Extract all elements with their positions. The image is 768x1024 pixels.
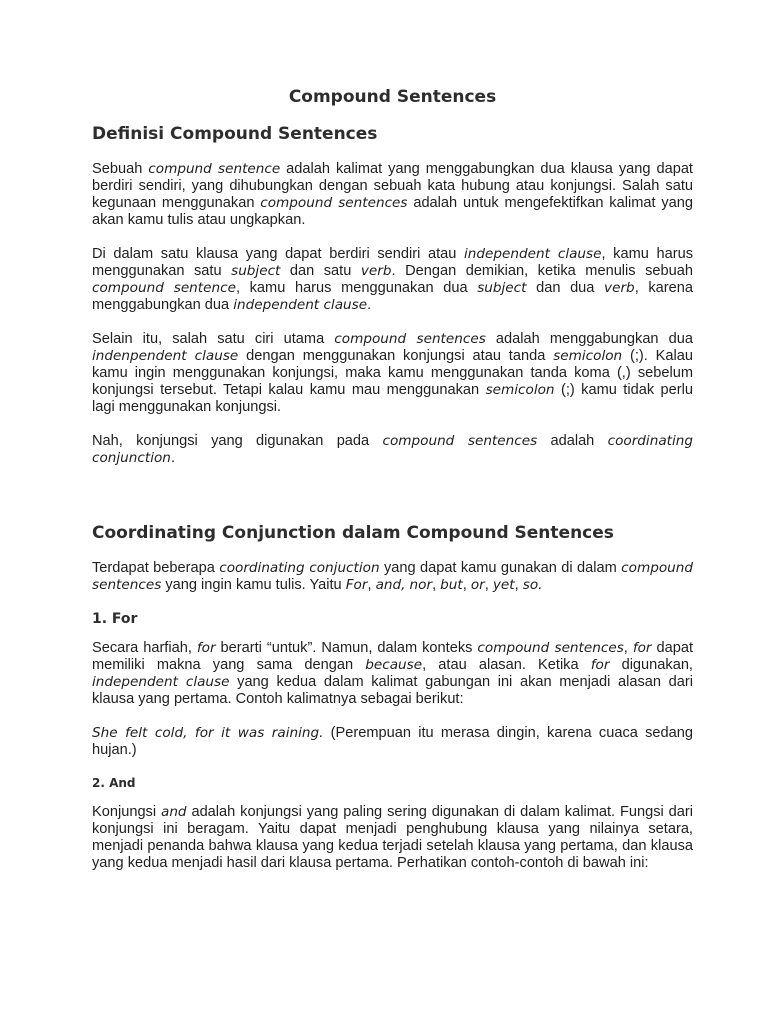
- text-run: , kamu harus menggunakan satu: [92, 246, 693, 279]
- italic-term: coordinating conjuction: [219, 560, 380, 576]
- paragraph-7-example: [92, 725, 693, 759]
- paragraph-8: [92, 804, 693, 872]
- text-run: Konjungsi: [92, 804, 161, 820]
- text-run: . Dengan demikian, ketika menulis sebuah: [391, 263, 693, 279]
- italic-term: compound sentences: [477, 640, 624, 656]
- text-run: dengan menggunakan konjungsi atau tanda: [238, 348, 554, 364]
- italic-term: compound sentence: [92, 280, 236, 296]
- italic-term: independent clause: [464, 246, 602, 262]
- italic-term: verb: [604, 280, 635, 296]
- italic-term: compound sentences: [382, 433, 538, 449]
- italic-term: verb: [360, 263, 392, 279]
- text-run: (Perempuan itu merasa dingin, karena cuaca sedang hujan.): [92, 725, 693, 758]
- text-run: Secara harfiah,: [92, 640, 197, 656]
- text-run: dan satu: [280, 263, 361, 279]
- heading-definisi: Definisi Compound Sentences: [92, 124, 378, 144]
- italic-term: and: [160, 804, 187, 820]
- text-run: ,: [367, 577, 376, 593]
- italic-term: for: [590, 657, 610, 673]
- text-run: adalah menggabungkan dua: [485, 331, 693, 347]
- italic-term: compund sentence: [148, 161, 281, 177]
- text-run: yang ingin kamu tulis. Yaitu: [161, 577, 346, 593]
- italic-term: nor: [409, 577, 433, 593]
- italic-term: for: [196, 640, 216, 656]
- text-run: ,: [623, 640, 633, 656]
- text-run: , kamu harus menggunakan dua: [235, 280, 478, 296]
- italic-term: so.: [522, 577, 543, 593]
- text-run: Selain itu, salah satu ciri utama: [92, 331, 335, 347]
- paragraph-5: [92, 560, 693, 594]
- italic-term: coordinating conjunction: [92, 433, 694, 466]
- italic-term: or: [470, 577, 485, 593]
- text-run: adalah konjungsi yang paling sering digunakan di dalam kalimat. Fungsi dari konjungsi ini beragam. Yaitu dapat menjadi penghubung klausa yang nilainya setara, menjadi penanda bahwa klausa yang kedua terjadi setelah klausa yang pertama, dan klausa yang kedua menjadi hasil dari klausa pertama. Perhatikan contoh-contoh di bawah ini:: [92, 804, 693, 871]
- text-run: dapat memiliki makna yang sama dengan: [92, 640, 694, 673]
- italic-term: and,: [375, 577, 406, 593]
- paragraph-6: [92, 640, 693, 708]
- text-run: yang dapat kamu gunakan di dalam: [379, 560, 622, 576]
- text-run: , atau alasan. Ketika: [422, 657, 591, 673]
- paragraph-4: [92, 433, 693, 467]
- italic-term: subject: [231, 263, 281, 279]
- heading-coordinating-conjunction: Coordinating Conjunction dalam Compound Sentences: [92, 523, 614, 543]
- text-run: .: [367, 297, 372, 313]
- text-run: ,: [432, 577, 441, 593]
- text-run: ,: [484, 577, 493, 593]
- heading-and: 2. And: [92, 776, 136, 790]
- text-run: adalah: [537, 433, 608, 449]
- text-run: dan dua: [526, 280, 605, 296]
- italic-term: subject: [477, 280, 527, 296]
- paragraph-3: [92, 331, 693, 416]
- italic-term: but: [440, 577, 463, 593]
- italic-term: for: [632, 640, 652, 656]
- text-run: , karena menggabungkan dua: [92, 280, 693, 313]
- italic-term: She felt cold, for it was raining.: [92, 725, 324, 741]
- italic-term: because: [365, 657, 423, 673]
- italic-term: semicolon: [553, 348, 623, 364]
- text-run: Sebuah: [92, 161, 149, 177]
- text-run: Terdapat beberapa: [92, 560, 220, 576]
- italic-term: semicolon: [485, 382, 555, 398]
- italic-term: For: [345, 577, 368, 593]
- text-run: Nah, konjungsi yang digunakan pada: [92, 433, 383, 449]
- italic-term: independent clause: [92, 674, 230, 690]
- heading-for: 1. For: [92, 611, 138, 627]
- text-run: (;) kamu tidak perlu lagi menggunakan konjungsi.: [92, 382, 693, 415]
- text-run: (;). Kalau kamu ingin menggunakan konjungsi, maka kamu menggunakan tanda koma (,) sebelum konjungsi tersebut. Tetapi kalau kamu mau menggunakan: [92, 348, 694, 398]
- text-run: berarti “untuk”. Namun, dalam konteks: [215, 640, 478, 656]
- text-run: yang kedua dalam kalimat gabungan ini akan menjadi alasan dari klausa yang pertama. Contoh kalimatnya sebagai berikut:: [92, 674, 693, 707]
- document-title: Compound Sentences: [288, 87, 497, 107]
- italic-term: compound sentences: [260, 195, 408, 211]
- italic-term: yet: [492, 577, 515, 593]
- text-run: .: [170, 450, 175, 466]
- text-run: adalah kalimat yang menggabungkan dua klausa yang dapat berdiri sendiri, yang dihubungkan dengan sebuah kata hubung atau konjungsi. Salah satu kegunaan menggunakan: [92, 161, 693, 211]
- text-run: ,: [514, 577, 523, 593]
- italic-term: indenpendent clause: [92, 348, 239, 364]
- italic-term: compound sentences: [334, 331, 486, 347]
- paragraph-2: [92, 246, 693, 314]
- italic-term: independent clause: [233, 297, 368, 313]
- paragraph-1: [92, 161, 693, 229]
- italic-term: compound sentences: [92, 560, 693, 593]
- text-run: ,: [462, 577, 471, 593]
- text-run: adalah untuk mengefektifkan kalimat yang akan kamu tulis atau ungkapkan.: [92, 195, 693, 228]
- text-run: digunakan,: [609, 657, 693, 673]
- text-run: Di dalam satu klausa yang dapat berdiri sendiri atau: [92, 246, 465, 262]
